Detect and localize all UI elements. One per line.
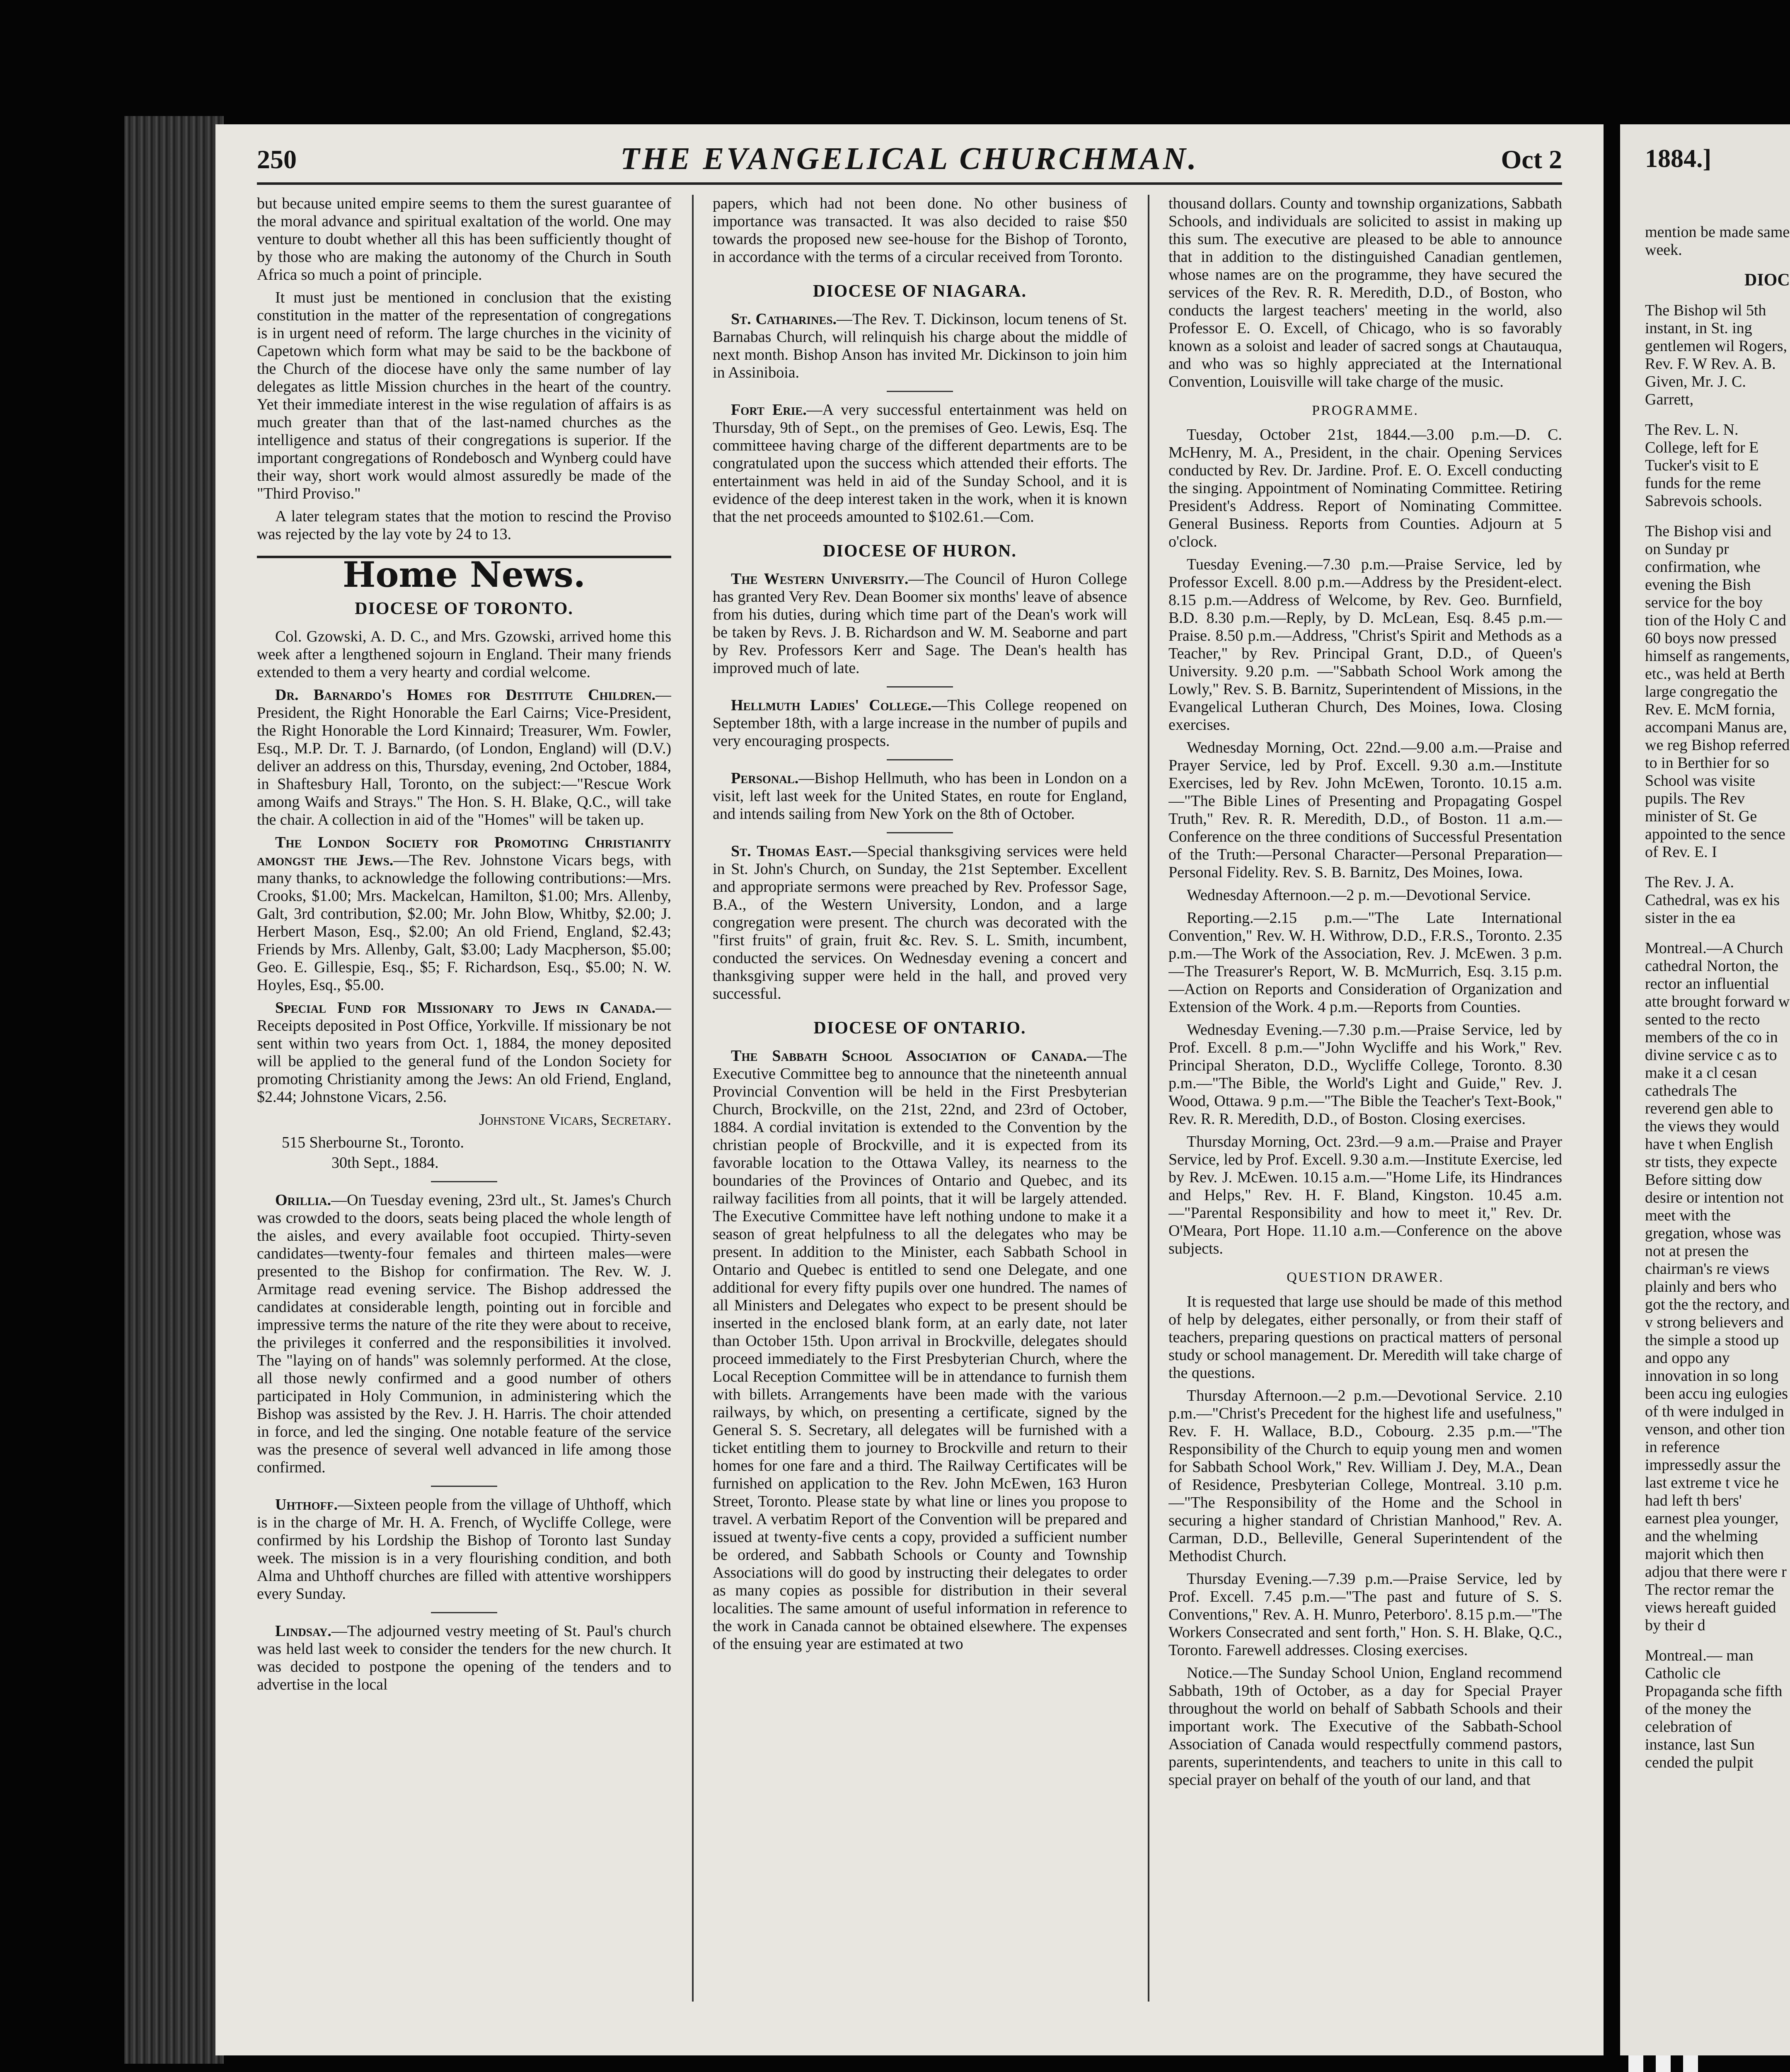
diocese-heading: DIOCESE OF TORONTO. (355, 599, 573, 618)
news-item (257, 1496, 671, 1603)
column-3 (1168, 195, 1562, 2002)
article-text: The Rev. J. A. Cathedral, was ex his sister in the ea (1645, 874, 1780, 927)
diocese-heading: DIOCESE OF ONTARIO. (813, 1019, 1026, 1038)
divider (887, 686, 953, 687)
news-item-lead: The Western University. (731, 570, 909, 588)
film-mark (1656, 2055, 1671, 2072)
divider (431, 1612, 497, 1613)
book-binding (124, 116, 224, 2064)
news-item-lead: Uhthoff. (275, 1496, 338, 1513)
divider (431, 1181, 497, 1182)
diocese-heading: DIOC (1744, 271, 1790, 290)
programme-item: Thursday Afternoon.—2 p.m.—Devotional Service. 2.10 p.m.—"Christ's Precedent for the highest life and usefulness," Rev. F. H. Wallace, B.D., Cobourg. 2.35 p.m.—"The Responsibility of the Church to equip young men and women for Sabbath School Work," Rev. William J. Dey, M.A., Dean of Residence, Presbyterian College, Montreal. 3.10 p.m.—"The Responsibility of the Home and the School in securing a higher standard of Christian Manhood," Rev. A. Carman, D.D., Belleville, General Superintendent of the Methodist Church. (1168, 1387, 1562, 1565)
column-1 (257, 195, 671, 2002)
article-text: The Bishop visi and on Sunday pr confirmation, whe evening the Bish service for the boy tion of the Holy C and 60 boys now pressed himself as rangements, etc., was held at Berth large congregatio the Rev. E. McM fornia, accompani Manus are, we reg Bishop referred to in Berthier for so School was visite pupils. The Rev minister of St. Ge appointed to the sence of Rev. E. I (1645, 523, 1790, 861)
news-item-lead: Lindsay. (275, 1622, 331, 1640)
right-page-column (1645, 223, 1790, 1772)
article-text: thousand dollars. County and township organizations, Sabbath Schools, and individuals are solicited to assist in making up this sum. The executive are pleased to be able to announce that in addition to the distinguished Canadian gentlemen, whose names are on the programme, they have secured the services of the Rev. R. R. Meredith, D.D., of Boston, who conducts the largest teachers' meeting in the world, also Professor E. O. Excell, of Chicago, who is so favorably known as a soloist and leader of sacred songs at Chautauqua, and who was so highly appreciated at the International Convention, Louisville will take charge of the music. (1168, 195, 1562, 390)
news-item-body: —A very successful entertainment was held on Thursday, 9th of Sept., on the premises of Geo. Lewis, Esq. The committeee having charge of the different departments are to be congratulated upon the success which attended their efforts. The entertainment was held in aid of the Sunday School, and it is evidence of the deep interest taken in the work, when it is known that the net proceeds amounted to $102.61.—Com. (713, 401, 1127, 525)
news-item-lead: Hellmuth Ladies' College. (731, 697, 932, 714)
programme-item: Reporting.—2.15 p.m.—"The Late International Convention," Rev. W. H. Withrow, D.D., F.R.S., Toronto. 2.35 p.m.—The Work of the Association, Rev. J. McEwen. 3 p.m.—The Treasurer's Report, W. B. McMurrich, Esq. 3.15 p.m.—Action on Reports and Consideration of Organization and Extension of the Work. 4 p.m.—Reports from Counties. (1168, 909, 1562, 1016)
news-item-lead: The Sabbath School Association of Canada. (731, 1047, 1087, 1065)
film-mark (1628, 2055, 1643, 2072)
signature-address: 515 Sherbourne St., Toronto. (282, 1134, 464, 1151)
issue-date: Oct 2 (1501, 145, 1562, 174)
programme-item: Wednesday Afternoon.—2 p. m.—Devotional Service. (1187, 886, 1531, 904)
programme-item: Thursday Morning, Oct. 23rd.—9 a.m.—Praise and Prayer Service, led by Prof. Excell. 9.30 a.m.—Institute Exercise, led by Rev. J. McEwen. 10.15 a.m.—"Home Life, its Hindrances and Helps," Rev. H. F. Bland, Kingston. 10.45 a.m.—"Parental Responsibility and how to meet it," Rev. Dr. O'Meara, Port Hope. 11.10 a.m.—Conference on the above subjects. (1168, 1133, 1562, 1257)
subheading-programme: PROGRAMME. (1312, 403, 1419, 418)
news-item (713, 1047, 1127, 1653)
programme-item: Tuesday, October 21st, 1844.—3.00 p.m.—D. C. McHenry, M. A., President, in the chair. Opening Services conducted by Rev. Dr. Jardine. Prof. E. O. Excell conducting the singing. Appointment of Nominating Committee. Retiring President's Address. Report of Nominating Committee. General Business. Reports from Counties. Adjourn at 5 o'clock. (1168, 426, 1562, 550)
column-rule (692, 195, 694, 2002)
film-mark (1683, 2055, 1698, 2072)
programme-item: Thursday Evening.—7.39 p.m.—Praise Service, led by Prof. Excell. 7.45 p.m.—"The past and future of S. S. Conventions," Rev. A. H. Munro, Peterboro'. 8.15 p.m.—"The Workers Consecrated and sent forth," Hon. S. H. Blake, Q.C., Toronto. Farewell addresses. Closing exercises. (1168, 1570, 1562, 1659)
divider (887, 391, 953, 392)
news-item-body: —Special thanksgiving services were held in St. John's Church, on Sunday, the 21st September. Excellent and appropriate sermons were preached by Rev. Professor Sage, B.A., of the Western University, London, and a large congregation were present. The church was decorated with the "first fruits" of grain, fruit &c. Rev. S. L. Smith, incumbent, conducted the services. On Wednesday evening a concert and thanksgiving supper were held in the hall, and proved very successful. (713, 842, 1127, 1002)
article-text: The Bishop wil 5th instant, in St. ing gentlemen wil Rogers, Rev. F. W Rev. A. B. Given, Mr. J. C. Garrett, (1645, 302, 1787, 408)
article-text: The Rev. L. N. College, left for E Tucker's visit to E funds for the reme Sabrevois schools. (1645, 421, 1762, 510)
divider (431, 1486, 497, 1487)
news-item (713, 310, 1127, 382)
subheading-question-drawer: QUESTION DRAWER. (1287, 1270, 1444, 1285)
news-item-lead: St. Thomas East. (731, 842, 852, 860)
diocese-heading: DIOCESE OF NIAGARA. (813, 282, 1027, 301)
film-edge-marks (1628, 2055, 1711, 2072)
article-text: Montreal.—A Church cathedral Norton, the rector an influential atte brought forward w sented to the recto members of the co in divine service c as to make it a cl cesan cathedrals The reverend gen able to the views they would have t when English str tists, they expecte Before sitting dow desire or intention not meet with the gregation, whose was not at presen the chairman's re views plainly and bers who got the the rectory, and v strong believers and the simple a stood up and oppo any innovation in so long been accu ing eulogies of th were indulged in venson, and other tion in reference impressedly assur the last extreme t vice he had left th bers' earnest plea younger, and the whelming majorit which then adjou that there were r The rector remar the views hereaft guided by their d (1645, 939, 1790, 1634)
news-item-body: —Bishop Hellmuth, who has been in London on a visit, left last week for the United States, en route for England, and intends sailing from New York on the 8th of October. (713, 770, 1127, 823)
article-text: It must just be mentioned in conclusion that the existing constitution in the matter of the representation of congregations is in urgent need of reform. The large churches in the vicinity of Capetown which form what may be said to be the backbone of the Church of the diocese have only the same number of lay delegates as little Mission churches in the heart of the country. Yet their immediate interest in the wise regulation of affairs is as much greater than that of the last-named churches as the intelligence and status of their congregations is superior. If the important congregations of Rondebosch and Wynberg could have their way, short work would almost assuredly be made of the "Third Proviso." (257, 289, 671, 502)
news-item-lead: Personal. (731, 770, 799, 787)
newspaper-page-right (1620, 124, 1790, 2055)
news-item-lead: Orillia. (275, 1191, 331, 1209)
news-item-lead: The London Society for Promoting Christianity amongst the Jews. (257, 834, 671, 869)
divider (887, 832, 953, 833)
newspaper-title: THE EVANGELICAL CHURCHMAN. (620, 141, 1199, 176)
newspaper-page-left (215, 124, 1604, 2055)
signature-name: Johnstone Vicars, Secretary. (479, 1111, 671, 1128)
news-item-body: —The Council of Huron College has granted Very Rev. Dean Boomer six months' leave of absence from his duties, during which time part of the Dean's work will be taken by Revs. J. B. Richardson and W. M. Seaborne and part by Rev. Professors Kerr and Sage. The Dean's health has improved much of late. (713, 570, 1127, 677)
column-2 (713, 195, 1127, 2002)
news-item (257, 1622, 671, 1694)
programme-item: Wednesday Evening.—7.30 p.m.—Praise Service, led by Prof. Excell. 8 p.m.—"John Wycliffe and his Work," Rev. Principal Sheraton, D.D., Wycliffe College, Toronto. 8.30 p.m.—"The Bible, the World's Light and Guide," Rev. J. Wood, Ottawa. 9 p.m.—"The Bible the Teacher's Text-Book," Rev. R. R. Meredith, D.D., of Boston. Closing exercises. (1168, 1021, 1562, 1128)
news-item-lead: Special Fund for Missionary to Jews in Canada. (275, 999, 656, 1017)
news-item-body: — President, the Right Honorable the Earl Cairns; Vice-President, the Right Honorable the Lord Kinnaird; Treasurer, Wm. Fowler, Esq., M.P. Dr. T. J. Barnardo, (of London, England) will (D.V.) deliver an address on this, Thursday, evening, 2nd October, 1884, in Shaftesbury Hall, Toronto, on the subject:—"Rescue Work among Waifs and Strays." The Hon. S. H. Blake, Q.C., will take the chair. A collection in aid of the "Homes" will be taken up. (257, 686, 671, 828)
signature-date: 30th Sept., 1884. (331, 1154, 439, 1172)
news-item (257, 686, 671, 829)
news-item-lead: St. Catharines. (731, 310, 837, 328)
masthead (257, 133, 1562, 185)
programme-item: It is requested that large use should be made of this method of help by delegates, either personally, or from their staff of teachers, preparing questions on practical matters of personal study or school management. Dr. Meredith will take charge of the questions. (1168, 1293, 1562, 1382)
news-item (713, 842, 1127, 1003)
news-item (713, 697, 1127, 750)
programme-item: Notice.—The Sunday School Union, England recommend Sabbath, 19th of October, as a day for Special Prayer throughout the world on behalf of Sabbath Schools and their important work. The Executive of the Sabbath-School Association of Canada would respectfully commend pastors, parents, superintendents, and teachers to unite in this call to special prayer on behalf of the youth of our land, and that (1168, 1664, 1562, 1789)
section-heading-home-news: Home News. (257, 556, 671, 583)
news-item (257, 834, 671, 994)
right-page-header: 1884.] (1645, 145, 1712, 173)
article-text: but because united empire seems to them the surest guarantee of the moral advance and spiritual exaltation of the world. One may venture to doubt whether all this has been sufficiently thought of by those who are making the autonomy of the Church in South Africa so much a point of principle. (257, 195, 671, 283)
news-item-lead: Dr. Barnardo's Homes for Destitute Children. (275, 686, 656, 704)
programme-item: Tuesday Evening.—7.30 p.m.—Praise Service, led by Professor Excell. 8.00 p.m.—Address by the President-elect. 8.15 p.m.—Address of Welcome, by Rev. Geo. Burnfield, B.D. 8.30 p.m.—Reply, by D. McLean, Esq. 8.45 p.m.—Praise. 8.50 p.m.—Address, "Christ's Spirit and Methods as a Teacher," by Rev. Principal Grant, D.D., of Queen's University. 9.20 p.m. —"Sabbath School Work among the Lowly," Rev. S. B. Barnitz, Superintendent of Missions, in the Evangelical Lutheran Church, Des Moines, Iowa. Closing exercises. (1168, 556, 1562, 733)
column-rule (1148, 195, 1149, 2002)
news-item-lead: Fort Erie. (731, 401, 807, 419)
news-item (713, 401, 1127, 526)
news-item (713, 570, 1127, 677)
article-text: Montreal.— man Catholic cle Propaganda sche fifth of the money the celebration of instance, last Sun cended the pulpit (1645, 1647, 1783, 1771)
article-text: papers, which had not been done. No other business of importance was transacted. It was also decided to raise $50 towards the proposed new see-house for the Bishop of Toronto, in accordance with the terms of a circular received from Toronto. (713, 195, 1127, 266)
divider (887, 759, 953, 760)
news-item-body: —The Rev. T. Dickinson, locum tenens of St. Barnabas Church, will relinquish his charge about the middle of next month. Bishop Anson has invited Mr. Dickinson to join him in Assiniboia. (713, 310, 1127, 381)
page-number: 250 (257, 145, 297, 174)
news-item-body: —Sixteen people from the village of Uhthoff, which is in the charge of Mr. H. A. French, of Wycliffe College, were confirmed by his Lordship the Bishop of Toronto last Sunday week. The mission is in a very flourishing condition, and both Alma and Uhthoff churches are filled with attentive worshippers every Sunday. (257, 1496, 671, 1602)
programme-item: Wednesday Morning, Oct. 22nd.—9.00 a.m.—Praise and Prayer Service, led by Prof. Excell. 9.30 a.m.—Institute Exercises, led by Rev. John McEwen, Toronto. 10.15 a.m.—"The Bible Lines of Presenting and Propagating Gospel Truth," Rev. R. R. Meredith, D.D., of Boston. 11 a.m.—Conference on the three conditions of Successful Presentation of the Truth:—Personal Character—Personal Preparation—Personal Fidelity. Rev. S. B. Barnitz, Des Moines, Iowa. (1168, 739, 1562, 881)
news-item-body: —On Tuesday evening, 23rd ult., St. James's Church was crowded to the doors, seats being placed the whole length of the aisles, and every available foot occupied. Thirty-seven candidates—twenty-four females and thirteen males—were presented to the Bishop for confirmation. The Rev. W. J. Armitage read evening service. The Bishop addressed the candidates at considerable length, pointing out in forcible and impressive terms the nature of the rite they were about to receive, the privileges it conferred and the responsibilities it involved. The "laying on of hands" was solemnly performed. At the close, all those newly confirmed and a good number of others participated in Holy Communion, in administering which the Bishop was assisted by the Rev. J. H. Harris. The choir attended in force, and led the singing. One notable feature of the service was the presence of several well advanced in life among those confirmed. (257, 1191, 671, 1476)
news-item-body: —This College reopened on September 18th, with a large increase in the number of pupils and very encouraging prospects. (713, 697, 1127, 750)
news-item (257, 999, 671, 1106)
news-item-body: —The Rev. Johnstone Vicars begs, with many thanks, to acknowledge the following contributions:—Mrs. Crooks, $1.00; Mrs. Mackelcan, Hamilton, $1.00; Mrs. Allenby, Galt, 3rd contribution, $2.00; Mr. John Blow, Whitby, $2.00; J. Herbert Mason, Esq., $2.00; An old Friend, England, $2.43; Friends by Mrs. Allenby, Galt, $3.00; Lady Macpherson, $5.00; Geo. E. Gillespie, Esq., $5; F. Richardson, Esq., $5.00; N. W. Hoyles, Esq., $5.00. (257, 852, 671, 994)
news-item (713, 770, 1127, 823)
news-item-body: —Receipts deposited in Post Office, Yorkville. If missionary be not sent within two years from Oct. 1, 1884, the money deposited will be applied to the general fund of the London Society for promoting Christianity among the Jews: An old Friend, England, $2.44; Johnstone Vicars, 2.56. (257, 999, 671, 1106)
news-item (257, 1191, 671, 1477)
news-item-body: —The adjourned vestry meeting of St. Paul's church was held last week to consider the tenders for the new church. It was decided to postpone the opening of the tenders and to advertise in the local (257, 1622, 671, 1693)
news-item: Col. Gzowski, A. D. C., and Mrs. Gzowski, arrived home this week after a lengthened sojourn in England. Their many friends extended to them a very hearty and cordial welcome. (257, 628, 671, 681)
article-text: A later telegram states that the motion to rescind the Proviso was rejected by the lay vote by 24 to 13. (257, 508, 671, 543)
diocese-heading: DIOCESE OF HURON. (823, 542, 1017, 561)
article-text: mention be made same week. (1645, 223, 1790, 259)
news-item-body: —The Executive Committee beg to announce that the nineteenth annual Provincial Convention will be held in the First Presbyterian Church, Brockville, on the 21st, 22nd, and 23rd of October, 1884. A cordial invitation is extended to the Convention by the christian people of Brockville, and it is expected from its favorable location to the Ottawa Valley, its nearness to the boundaries of the Provinces of Ontario and Quebec, and its railway facilities from all points, that it will be largely attended. The Executive Committee have left nothing undone to make it a season of great helpfulness to all the delegates who may be present. In addition to the Minister, each Sabbath School in Ontario and Quebec is entitled to send one Delegate, and one additional for every fifty pupils over one hundred. The names of all Ministers and Delegates who expect to be present should be inserted in the enclosed blank form, at an early date, not later than October 15th. Upon arrival in Brockville, delegates should proceed immediately to the First Presbyterian Church, where the Local Reception Committee will be in attendance to furnish them with billets. Arrangements have been made with the various railways, by which, on presenting a certificate, signed by the General S. S. Secretary, all delegates will be furnished with a ticket entitling them to journey to Brockville and return to their homes for one fare and a third. The Railway Certificates will be furnished on application to the Rev. John McEwen, 163 Huron Street, Toronto. Please state by what line or lines you propose to travel. A verbatim Report of the Convention will be prepared and issued at twenty-five cents a copy, provided a sufficient number be ordered, and Sabbath Schools or County and Township Associations will do good by instructing their delegates to order as many copies as possible for distribution in their several localities. The same amount of useful information in reference to the work in Canada cannot be obtained elsewhere. The expenses of the ensuing year are estimated at two (713, 1047, 1127, 1653)
